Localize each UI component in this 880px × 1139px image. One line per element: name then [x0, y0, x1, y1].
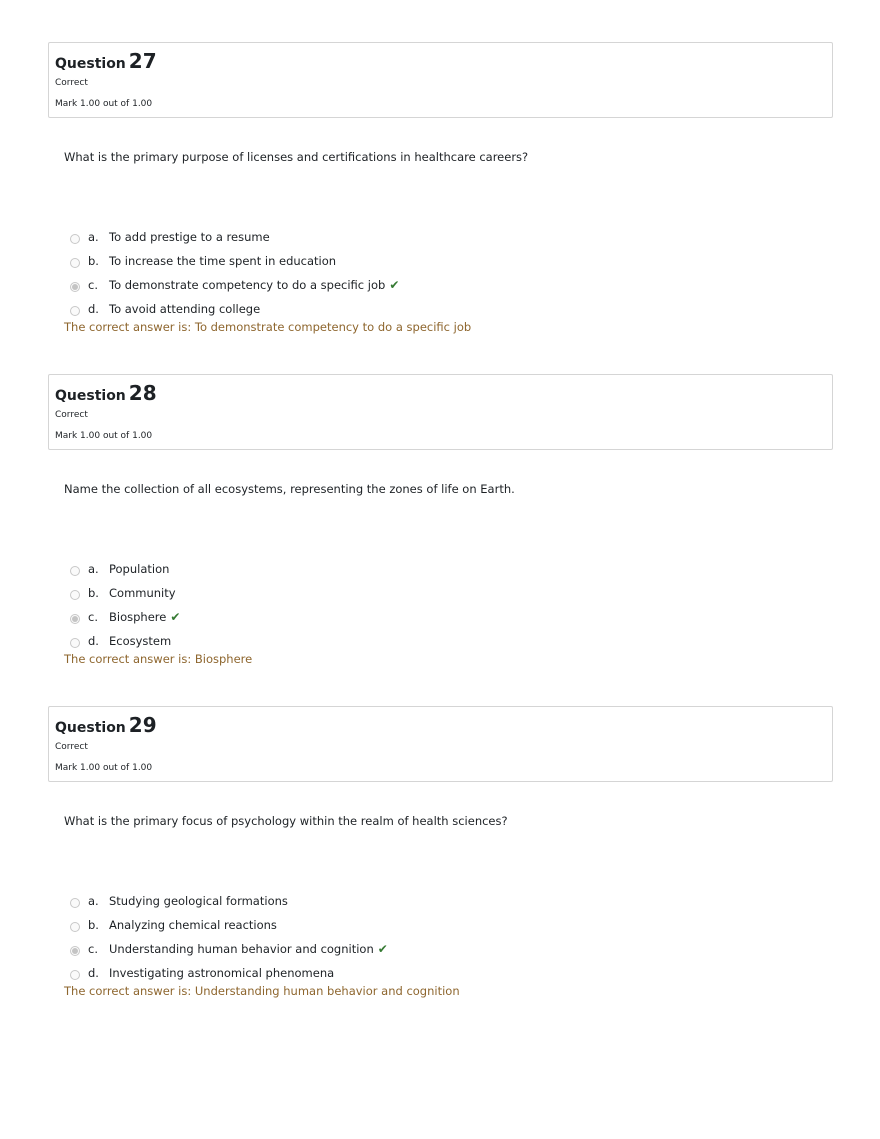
- right-answer: The correct answer is: Biosphere: [64, 652, 253, 666]
- option-text: Analyzing chemical reactions: [109, 918, 277, 932]
- radio-button[interactable]: [70, 306, 80, 316]
- question-block: [0, 706, 880, 1038]
- option-letter: c.: [88, 610, 98, 624]
- answer-option[interactable]: [70, 278, 399, 292]
- question-number: [55, 381, 157, 405]
- answer-option[interactable]: [70, 918, 277, 932]
- option-text: Understanding human behavior and cognition: [109, 942, 374, 956]
- question-block: [0, 374, 880, 706]
- option-text: To avoid attending college: [109, 302, 261, 316]
- number: 29: [128, 713, 157, 737]
- right-answer: The correct answer is: To demonstrate competency to do a specific job: [64, 320, 472, 334]
- option-letter: c.: [88, 942, 98, 956]
- radio-button[interactable]: [70, 234, 80, 244]
- question-state: Correct: [55, 410, 88, 420]
- option-text: Population: [109, 562, 170, 576]
- answer-option[interactable]: [70, 562, 169, 576]
- radio-button[interactable]: [70, 922, 80, 932]
- question-info: [48, 374, 833, 450]
- option-letter: d.: [88, 966, 99, 980]
- answer-option[interactable]: [70, 634, 171, 648]
- radio-button[interactable]: [70, 258, 80, 268]
- option-letter: b.: [88, 586, 99, 600]
- radio-button[interactable]: [70, 898, 80, 908]
- question-block: [0, 42, 880, 374]
- check-icon: ✔: [170, 610, 181, 624]
- option-text: Studying geological formations: [109, 894, 288, 908]
- check-icon: ✔: [389, 278, 400, 292]
- radio-button[interactable]: [70, 638, 80, 648]
- question-grade: Mark 1.00 out of 1.00: [55, 763, 153, 773]
- option-letter: a.: [88, 894, 99, 908]
- question-number: [55, 49, 157, 73]
- radio-button[interactable]: [70, 614, 80, 624]
- question-number: [55, 713, 157, 737]
- option-text: Ecosystem: [109, 634, 172, 648]
- question-text: What is the primary focus of psychology within the realm of health sciences?: [64, 814, 508, 828]
- question-state: Correct: [55, 78, 88, 88]
- radio-button[interactable]: [70, 946, 80, 956]
- radio-button[interactable]: [70, 590, 80, 600]
- answer-option[interactable]: [70, 254, 336, 268]
- answer-option[interactable]: [70, 302, 260, 316]
- answer-option[interactable]: [70, 966, 334, 980]
- option-text: To demonstrate competency to do a specific job: [109, 278, 386, 292]
- option-letter: c.: [88, 278, 98, 292]
- option-text: Biosphere: [109, 610, 167, 624]
- option-text: Community: [109, 586, 176, 600]
- option-letter: d.: [88, 634, 99, 648]
- answer-option[interactable]: [70, 610, 180, 624]
- question-label: Question: [55, 388, 126, 404]
- question-state: Correct: [55, 742, 88, 752]
- radio-button[interactable]: [70, 566, 80, 576]
- number: 28: [128, 381, 157, 405]
- option-letter: b.: [88, 254, 99, 268]
- answer-option[interactable]: [70, 586, 176, 600]
- number: 27: [128, 49, 157, 73]
- option-letter: a.: [88, 562, 99, 576]
- question-text: What is the primary purpose of licenses and certifications in healthcare careers?: [64, 150, 529, 164]
- answer-option[interactable]: [70, 894, 288, 908]
- question-info: [48, 706, 833, 782]
- question-info: [48, 42, 833, 118]
- option-letter: b.: [88, 918, 99, 932]
- radio-button[interactable]: [70, 970, 80, 980]
- radio-button[interactable]: [70, 282, 80, 292]
- question-grade: Mark 1.00 out of 1.00: [55, 431, 153, 441]
- right-answer: The correct answer is: Understanding human behavior and cognition: [64, 984, 460, 998]
- option-text: To increase the time spent in education: [109, 254, 337, 268]
- option-letter: a.: [88, 230, 99, 244]
- option-text: Investigating astronomical phenomena: [109, 966, 335, 980]
- answer-option[interactable]: [70, 230, 270, 244]
- option-text: To add prestige to a resume: [109, 230, 270, 244]
- question-label: Question: [55, 720, 126, 736]
- answer-option[interactable]: [70, 942, 388, 956]
- option-letter: d.: [88, 302, 99, 316]
- question-text: Name the collection of all ecosystems, representing the zones of life on Earth.: [64, 482, 515, 496]
- check-icon: ✔: [377, 942, 388, 956]
- question-label: Question: [55, 56, 126, 72]
- question-grade: Mark 1.00 out of 1.00: [55, 99, 153, 109]
